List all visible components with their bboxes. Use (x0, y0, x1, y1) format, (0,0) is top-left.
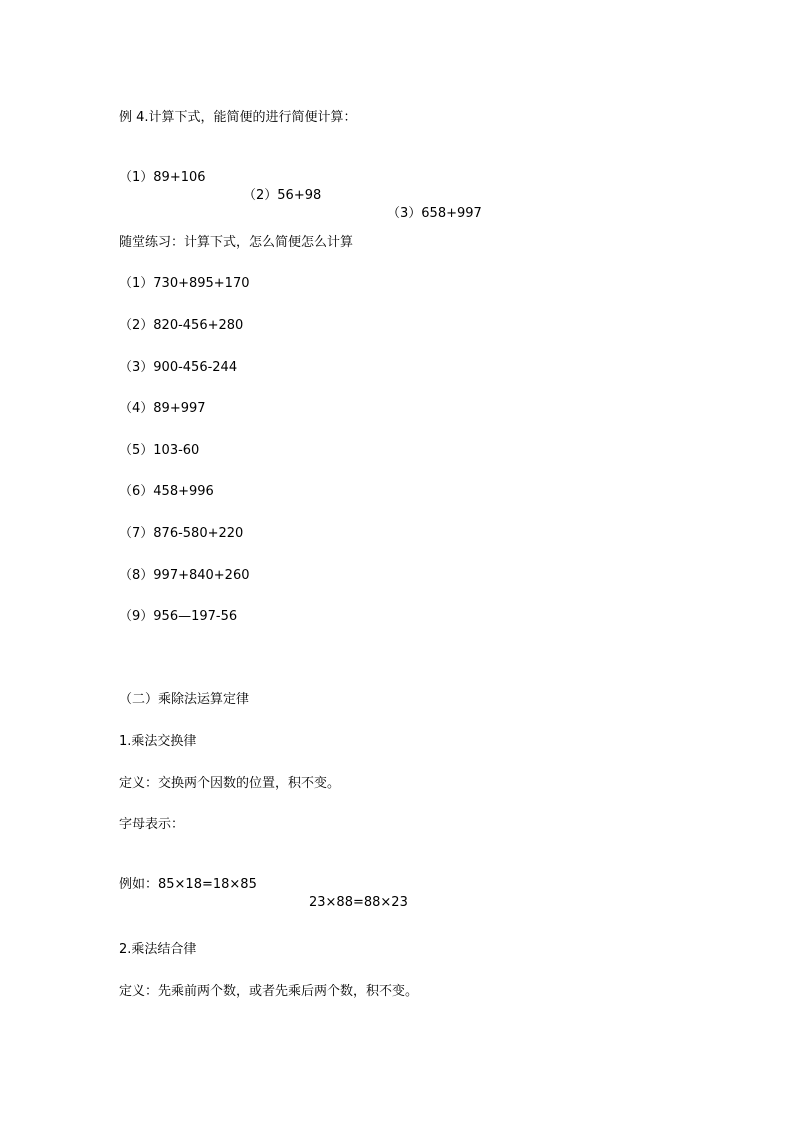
example-4-items (0, 151, 794, 223)
commutative-law-definition: 定义：交换两个因数的位置，积不变。 (119, 776, 341, 791)
practice-item-9: （9）956—197-56 (119, 609, 238, 624)
associative-law-definition: 定义：先乘前两个数，或者先乘后两个数，积不变。 (119, 984, 419, 999)
commutative-law-letter-form: 字母表示： (119, 817, 185, 832)
practice-item-2: （2）820-456+280 (119, 318, 244, 333)
commutative-law-examples (0, 858, 794, 912)
practice-heading: 随堂练习：计算下式，怎么简便怎么计算 (119, 235, 354, 250)
commutative-example-1: 例如：85×18=18×85 (119, 877, 257, 892)
commutative-law-title: 1.乘法交换律 (119, 734, 197, 749)
practice-item-3: （3）900-456-244 (119, 360, 238, 375)
practice-item-4: （4）89+997 (119, 401, 206, 416)
practice-item-5: （5）103-60 (119, 443, 200, 458)
practice-item-7: （7）876-580+220 (119, 526, 244, 541)
commutative-example-2: 23×88=88×23 (309, 895, 408, 910)
example-4-item-1: （1）89+106 (119, 170, 206, 185)
practice-item-1: （1）730+895+170 (119, 276, 250, 291)
associative-law-title: 2.乘法结合律 (119, 942, 197, 957)
practice-item-8: （8）997+840+260 (119, 568, 250, 583)
example-4-item-2: （2）56+98 (243, 188, 322, 203)
practice-item-6: （6）458+996 (119, 484, 214, 499)
example-4-item-3: （3）658+997 (387, 206, 482, 221)
example-4-heading: 例 4.计算下式，能简便的进行简便计算： (119, 110, 357, 125)
section-2-heading: （二）乘除法运算定律 (119, 692, 250, 707)
